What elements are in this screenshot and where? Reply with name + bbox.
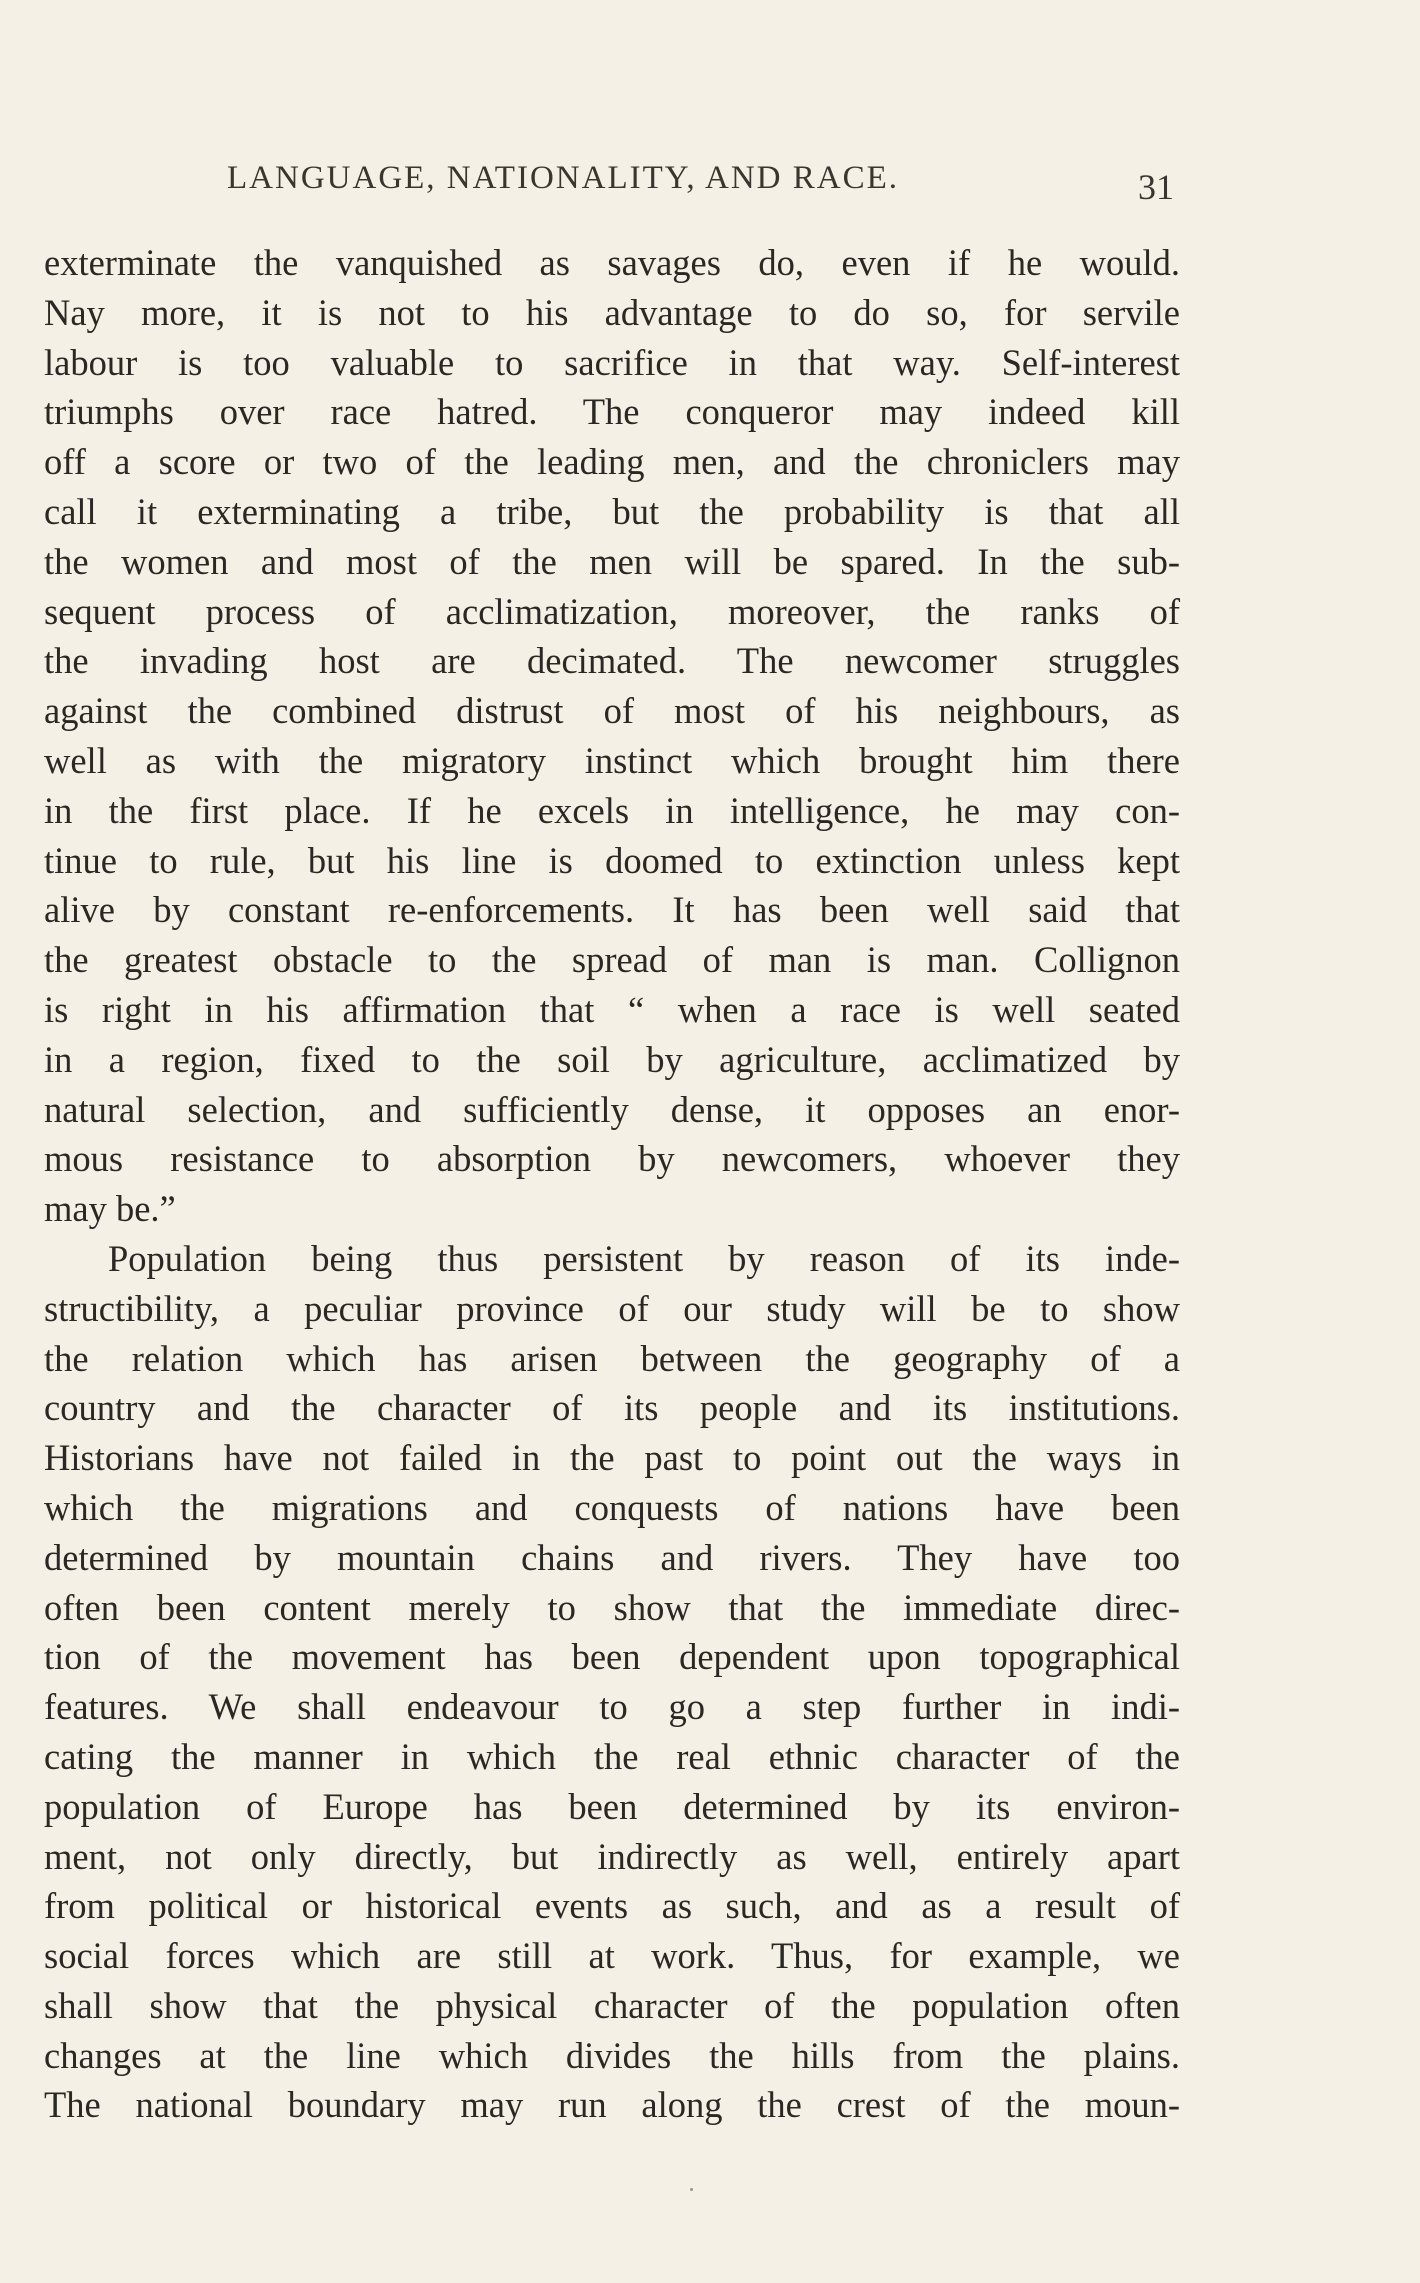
text-line: ment, not only directly, but indirectly as well, entirely apart	[44, 1835, 1180, 1877]
running-head: LANGUAGE, NATIONALITY, AND RACE.	[227, 160, 900, 196]
text-line: is right in his affirmation that “ when a race is well seated	[44, 988, 1180, 1030]
text-line: triumphs over race hatred. The conqueror may indeed kill	[44, 391, 1180, 433]
body-text	[44, 238, 1180, 2130]
text-line: The national boundary may run along the crest of the moun-	[44, 2084, 1180, 2126]
text-line: structibility, a peculiar province of our study will be to show	[44, 1287, 1180, 1329]
text-line: social forces which are still at work. Thus, for example, we	[44, 1935, 1180, 1977]
paragraph-1	[44, 238, 1180, 1234]
text-line: country and the character of its people and its institutions.	[44, 1387, 1180, 1429]
text-line: the relation which has arisen between the geography of a	[44, 1337, 1180, 1379]
text-line: in the first place. If he excels in intelligence, he may con-	[44, 789, 1180, 831]
page-header	[0, 156, 1420, 216]
text-line: natural selection, and sufficiently dense, it opposes an enor-	[44, 1088, 1180, 1130]
text-line: Population being thus persistent by reason of its inde-	[108, 1237, 1180, 1279]
text-line: features. We shall endeavour to go a step further in indi-	[44, 1686, 1180, 1728]
text-line: labour is too valuable to sacrifice in that way. Self-interest	[44, 341, 1180, 383]
text-line: may be.”	[44, 1188, 176, 1230]
text-line: in a region, fixed to the soil by agriculture, acclimatized by	[44, 1038, 1180, 1080]
text-line: Historians have not failed in the past to point out the ways in	[44, 1437, 1180, 1479]
text-line: off a score or two of the leading men, and the chroniclers may	[44, 441, 1180, 483]
page-number: 31	[1138, 167, 1174, 207]
text-line: sequent process of acclimatization, moreover, the ranks of	[44, 590, 1180, 632]
text-line: exterminate the vanquished as savages do, even if he would.	[44, 242, 1180, 283]
text-line: shall show that the physical character of the population often	[44, 1984, 1180, 2026]
text-line: tinue to rule, but his line is doomed to extinction unless kept	[44, 839, 1180, 881]
print-speck	[690, 2188, 693, 2191]
text-line: the women and most of the men will be spared. In the sub-	[44, 540, 1180, 582]
text-line: well as with the migratory instinct which brought him there	[44, 739, 1180, 781]
text-line: changes at the line which divides the hills from the plains.	[44, 2034, 1180, 2076]
text-line: from political or historical events as such, and as a result of	[44, 1885, 1180, 1927]
text-line: tion of the movement has been dependent upon topographical	[44, 1636, 1180, 1678]
text-line: determined by mountain chains and rivers. They have too	[44, 1536, 1180, 1578]
text-line: call it exterminating a tribe, but the probability is that all	[44, 490, 1180, 532]
text-line: the greatest obstacle to the spread of man is man. Collignon	[44, 939, 1180, 981]
text-line: cating the manner in which the real ethnic character of the	[44, 1735, 1180, 1777]
text-line: alive by constant re-enforcements. It has been well said that	[44, 889, 1180, 931]
text-line: mous resistance to absorption by newcomers, whoever they	[44, 1138, 1180, 1180]
text-line: which the migrations and conquests of nations have been	[44, 1486, 1180, 1528]
paragraph-2	[44, 1234, 1180, 2130]
text-line: against the combined distrust of most of his neighbours, as	[44, 690, 1180, 732]
text-line: often been content merely to show that the immediate direc-	[44, 1586, 1180, 1628]
text-line: Nay more, it is not to his advantage to do so, for servile	[44, 291, 1180, 333]
text-line: population of Europe has been determined by its environ-	[44, 1785, 1180, 1827]
text-line: the invading host are decimated. The newcomer struggles	[44, 640, 1180, 682]
